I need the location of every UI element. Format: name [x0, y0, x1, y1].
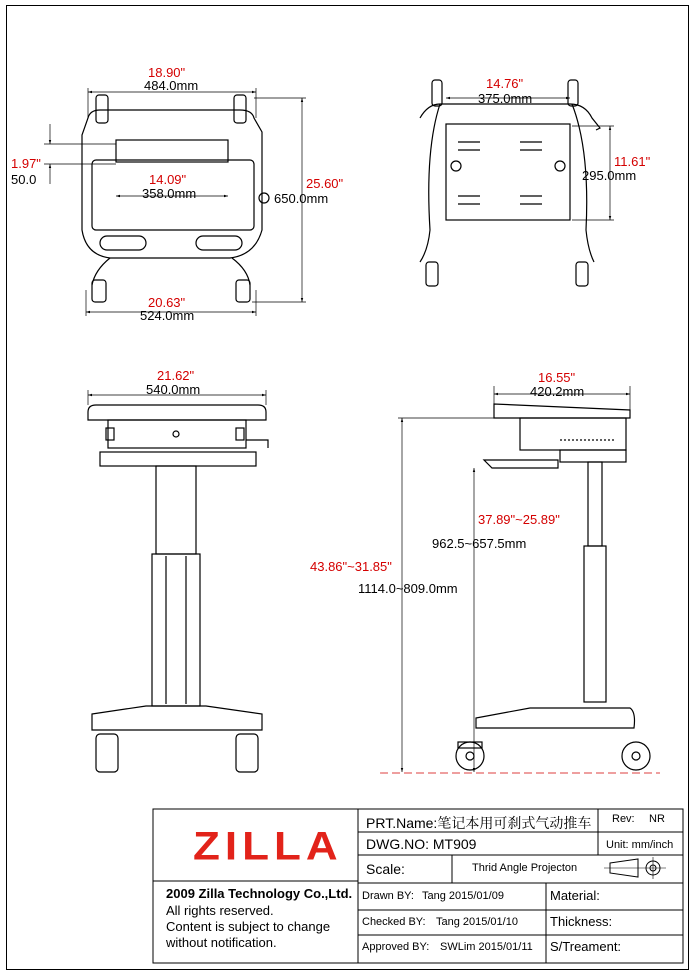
checked-by-label: Checked BY:: [362, 916, 426, 928]
projection-symbol-icon: [604, 857, 666, 879]
zilla-logo: ZILLA: [193, 824, 343, 869]
front-top-width-mm: 484.0mm: [144, 78, 199, 93]
front-base-width-in: 20.63": [148, 295, 186, 310]
rear-height-mm: 295.0mm: [582, 168, 637, 183]
dimension-labels: [11, 65, 651, 596]
dwg-number: DWG.NO: MT909: [366, 836, 477, 852]
rear-height-in: 11.61": [614, 154, 651, 169]
approved-by-value: SWLim 2015/01/11: [440, 941, 533, 953]
notice-line-2: without notification.: [166, 935, 277, 950]
projection-label: Thrid Angle Projecton: [472, 862, 578, 874]
rev-label: Rev:: [612, 813, 635, 825]
drawn-by-value: Tang 2015/01/09: [422, 890, 504, 902]
front-base-width-mm: 524.0mm: [140, 308, 195, 323]
notice-line-1: Content is subject to change: [166, 919, 331, 934]
approved-by-label: Approved BY:: [362, 941, 430, 953]
front-inner-width-in: 14.09": [149, 172, 187, 187]
thickness-label: Thickness:: [550, 914, 613, 929]
elev-width-mm: 540.0mm: [146, 382, 201, 397]
front-height-in: 25.60": [306, 176, 344, 191]
front-height-mm: 650.0mm: [274, 191, 329, 206]
rear-view-dims: [446, 98, 614, 220]
front-inner-width-mm: 358.0mm: [142, 186, 197, 201]
front-top-width-in: 18.90": [148, 65, 186, 80]
side-view: [456, 404, 650, 770]
front-elevation-view: [88, 405, 268, 772]
side-inner-h-mm: 962.5~657.5mm: [432, 536, 527, 551]
front-offset-in: 1.97": [11, 156, 41, 171]
scale-label: Scale:: [366, 861, 405, 877]
checked-by-value: Tang 2015/01/10: [436, 916, 518, 928]
part-name: PRT.Name:笔记本用可刹式气动推车: [366, 815, 592, 831]
rear-top-width-in: 14.76": [486, 76, 524, 91]
side-total-h-mm: 1114.0~809.0mm: [358, 581, 458, 596]
rear-view: [420, 80, 600, 286]
company-name: 2009 Zilla Technology Co.,Ltd.: [166, 886, 353, 901]
side-total-h-in: 43.86"~31.85": [310, 559, 392, 574]
rear-top-width-mm: 375.0mm: [478, 91, 533, 106]
drawn-by-label: Drawn BY:: [362, 890, 414, 902]
rev-value: NR: [649, 813, 665, 825]
rights-text: All rights reserved.: [166, 903, 274, 918]
front-offset-mm: 50.0: [11, 172, 37, 187]
side-width-mm: 420.2mm: [530, 384, 585, 399]
treatment-label: S/Treament:: [550, 939, 622, 954]
side-width-in: 16.55": [538, 370, 576, 385]
material-label: Material:: [550, 888, 600, 903]
unit-label: Unit: mm/inch: [606, 839, 674, 851]
elev-width-in: 21.62": [157, 368, 195, 383]
side-inner-h-in: 37.89"~25.89": [478, 512, 560, 527]
